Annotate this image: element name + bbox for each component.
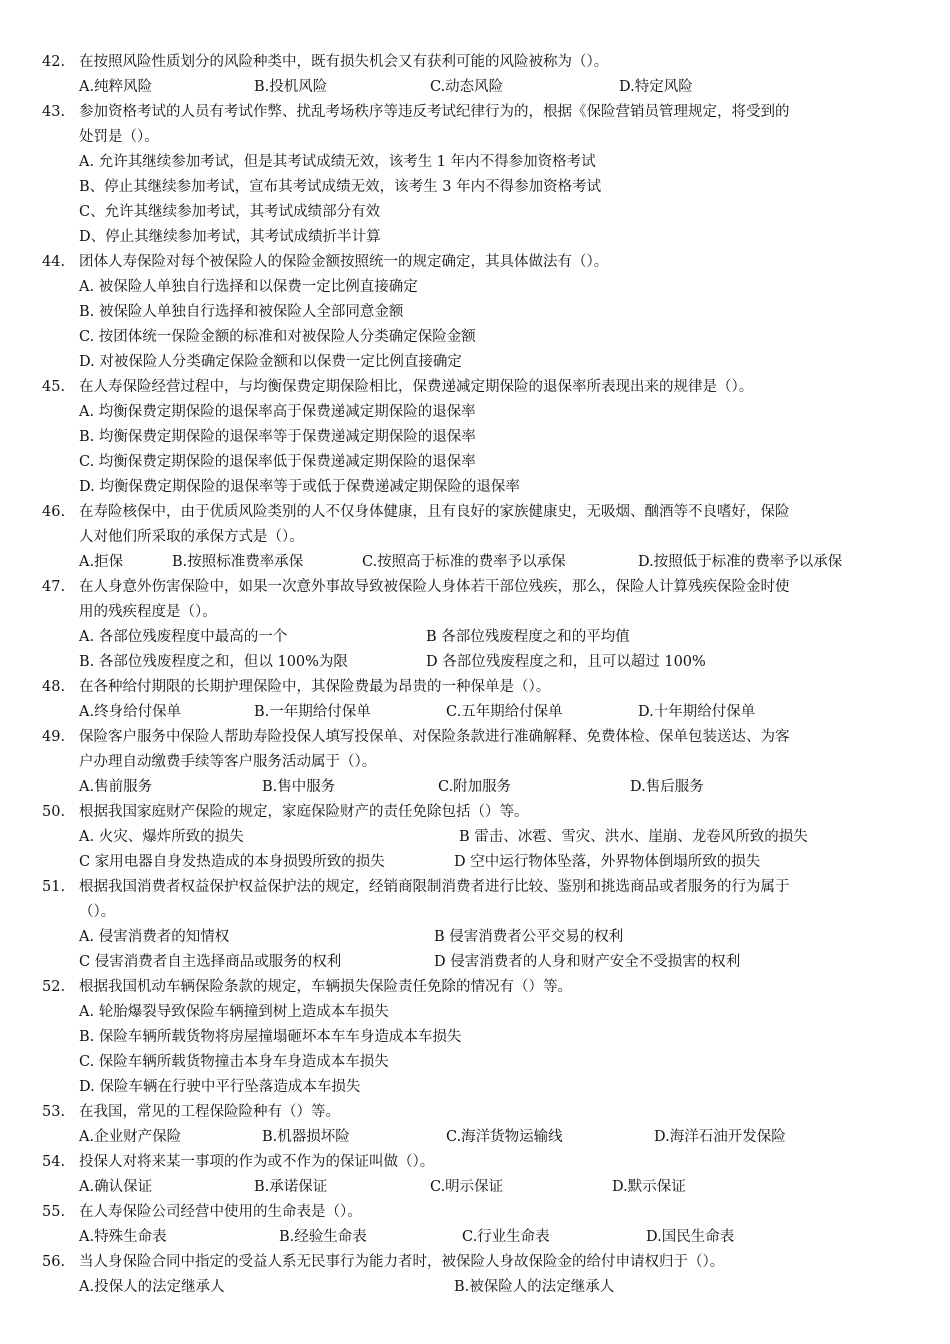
question-52 [0, 975, 950, 1100]
answer-option: A.确认保证 [79, 1179, 153, 1195]
options-row [0, 1050, 950, 1075]
question-stem-line [0, 800, 950, 825]
answer-option: B、停止其继续参加考试，宣布其考试成绩无效，该考生 3 年内不得参加资格考试 [79, 179, 602, 195]
answer-option: B.承诺保证 [254, 1179, 328, 1195]
answer-option: A.纯粹风险 [79, 79, 153, 95]
question-text: 参加资格考试的人员有考试作弊、扰乱考场秩序等违反考试纪律行为的，根据《保险营销员管理规定，将受到的 [79, 104, 790, 120]
question-stem-line [0, 675, 950, 700]
question-stem-line [0, 975, 950, 1000]
options-row [0, 1275, 950, 1300]
question-number: 48. [42, 679, 66, 695]
question-number: 50. [42, 804, 66, 820]
options-row [0, 925, 950, 950]
question-text: 根据我国家庭财产保险的规定，家庭保险财产的责任免除包括（）等。 [79, 804, 529, 820]
answer-option: D.售后服务 [630, 779, 704, 795]
answer-option: D.海洋石油开发保险 [654, 1129, 786, 1145]
answer-option: A.售前服务 [79, 779, 153, 795]
question-text: （）。 [79, 904, 116, 920]
question-text: 当人身保险合同中指定的受益人系无民事行为能力者时，被保险人身故保险金的给付申请权归于（）。 [79, 1254, 725, 1270]
answer-option: A. 均衡保费定期保险的退保率高于保费递减定期保险的退保率 [79, 404, 476, 420]
answer-option: A. 侵害消费者的知情权 [79, 929, 230, 945]
answer-option: C.附加服务 [438, 779, 512, 795]
question-text: 投保人对将来某一事项的作为或不作为的保证叫做（）。 [79, 1154, 435, 1170]
answer-option: D. 均衡保费定期保险的退保率等于或低于保费递减定期保险的退保率 [79, 479, 520, 495]
answer-option: B.被保险人的法定继承人 [454, 1279, 615, 1295]
question-55 [0, 1200, 950, 1250]
answer-option: A.特殊生命表 [79, 1229, 167, 1245]
question-stem-line [0, 100, 950, 125]
question-number: 53. [42, 1104, 66, 1120]
question-number: 47. [42, 579, 66, 595]
answer-option: C. 保险车辆所载货物撞击本身车身造成本车损失 [79, 1054, 389, 1070]
answer-option: B 雷击、冰雹、雪灾、洪水、崖崩、龙卷风所致的损失 [459, 829, 808, 845]
answer-option: D 侵害消费者的人身和财产安全不受损害的权利 [434, 954, 741, 970]
answer-option: D、停止其继续参加考试，其考试成绩折半计算 [79, 229, 381, 245]
options-row [0, 950, 950, 975]
question-text: 在人身意外伤害保险中，如果一次意外事故导致被保险人身体若干部位残疾，那么，保险人计算残疾保险金时使 [79, 579, 790, 595]
question-text: 处罚是（）。 [79, 129, 159, 145]
options-row [0, 450, 950, 475]
answer-option: D 各部位残废程度之和，且可以超过 100% [426, 654, 706, 670]
answer-option: C.海洋货物运输线 [446, 1129, 563, 1145]
answer-option: B. 均衡保费定期保险的退保率等于保费递减定期保险的退保率 [79, 429, 476, 445]
options-row [0, 1225, 950, 1250]
question-56 [0, 1250, 950, 1300]
question-text: 保险客户服务中保险人帮助寿险投保人填写投保单、对保险条款进行准确解释、免费体检、保单包装送达、为客 [79, 729, 790, 745]
answer-option: B.投机风险 [254, 79, 328, 95]
answer-option: A. 允许其继续参加考试，但是其考试成绩无效，该考生 1 年内不得参加资格考试 [79, 154, 596, 170]
options-row [0, 475, 950, 500]
question-45 [0, 375, 950, 500]
question-stem-line [0, 125, 950, 150]
question-text: 人对他们所采取的承保方式是（）。 [79, 529, 304, 545]
question-50 [0, 800, 950, 875]
question-stem-line [0, 525, 950, 550]
options-row [0, 350, 950, 375]
question-number: 45. [42, 379, 66, 395]
answer-option: C. 均衡保费定期保险的退保率低于保费递减定期保险的退保率 [79, 454, 476, 470]
options-row [0, 1075, 950, 1100]
options-row [0, 1175, 950, 1200]
question-54 [0, 1150, 950, 1200]
question-53 [0, 1100, 950, 1150]
answer-option: C 家用电器自身发热造成的本身损毁所致的损失 [79, 854, 385, 870]
answer-option: C.按照高于标准的费率予以承保 [362, 554, 566, 570]
exam-page [0, 50, 950, 1300]
answer-option: A. 火灾、爆炸所致的损失 [79, 829, 244, 845]
options-row [0, 775, 950, 800]
options-row [0, 425, 950, 450]
question-text: 在人寿保险公司经营中使用的生命表是（）。 [79, 1204, 362, 1220]
options-row [0, 1125, 950, 1150]
answer-option: B. 保险车辆所载货物将房屋撞塌砸坏本车车身造成本车损失 [79, 1029, 462, 1045]
answer-option: D 空中运行物体坠落，外界物体倒塌所致的损失 [454, 854, 761, 870]
question-number: 55. [42, 1204, 66, 1220]
question-number: 51. [42, 879, 66, 895]
question-stem-line [0, 725, 950, 750]
answer-option: A.拒保 [79, 554, 124, 570]
question-stem-line [0, 875, 950, 900]
question-text: 根据我国消费者权益保护权益保护法的规定，经销商限制消费者进行比较、鉴别和挑选商品或者服务的行为属于 [79, 879, 790, 895]
question-stem-line [0, 750, 950, 775]
answer-option: D.特定风险 [619, 79, 693, 95]
question-number: 56. [42, 1254, 66, 1270]
answer-option: A. 轮胎爆裂导致保险车辆撞到树上造成本车损失 [79, 1004, 389, 1020]
answer-option: C.五年期给付保单 [446, 704, 563, 720]
question-stem-line [0, 375, 950, 400]
question-51 [0, 875, 950, 975]
answer-option: B.机器损坏险 [262, 1129, 350, 1145]
answer-option: B 各部位残废程度之和的平均值 [426, 629, 630, 645]
options-row [0, 175, 950, 200]
question-stem-line [0, 900, 950, 925]
options-row [0, 625, 950, 650]
answer-option: B 侵害消费者公平交易的权利 [434, 929, 624, 945]
question-text: 在寿险核保中，由于优质风险类别的人不仅身体健康，且有良好的家族健康史，无吸烟、酗酒等不良嗜好，保险 [79, 504, 790, 520]
question-48 [0, 675, 950, 725]
options-row [0, 400, 950, 425]
options-row [0, 325, 950, 350]
options-row [0, 150, 950, 175]
question-stem-line [0, 50, 950, 75]
answer-option: D. 对被保险人分类确定保险金额和以保费一定比例直接确定 [79, 354, 462, 370]
question-text: 在按照风险性质划分的风险种类中，既有损失机会又有获利可能的风险被称为（）。 [79, 54, 609, 70]
answer-option: D.十年期给付保单 [638, 704, 756, 720]
options-row [0, 225, 950, 250]
question-stem-line [0, 600, 950, 625]
options-row [0, 75, 950, 100]
question-text: 根据我国机动车辆保险条款的规定，车辆损失保险责任免除的情况有（）等。 [79, 979, 572, 995]
question-number: 44. [42, 254, 66, 270]
question-number: 49. [42, 729, 66, 745]
question-49 [0, 725, 950, 800]
answer-option: A. 被保险人单独自行选择和以保费一定比例直接确定 [79, 279, 418, 295]
answer-option: D.按照低于标准的费率予以承保 [638, 554, 843, 570]
question-number: 54. [42, 1154, 66, 1170]
answer-option: C.明示保证 [430, 1179, 504, 1195]
question-47 [0, 575, 950, 675]
question-text: 团体人寿保险对每个被保险人的保险金额按照统一的规定确定，其具体做法有（）。 [79, 254, 609, 270]
question-text: 在各种给付期限的长期护理保险中，其保险费最为昂贵的一种保单是（）。 [79, 679, 551, 695]
answer-option: B. 各部位残废程度之和，但以 100%为限 [79, 654, 348, 670]
question-stem-line [0, 500, 950, 525]
answer-option: B.经验生命表 [279, 1229, 367, 1245]
question-44 [0, 250, 950, 375]
answer-option: C 侵害消费者自主选择商品或服务的权利 [79, 954, 342, 970]
answer-option: D.默示保证 [612, 1179, 686, 1195]
question-43 [0, 100, 950, 250]
answer-option: D.国民生命表 [646, 1229, 735, 1245]
options-row [0, 1000, 950, 1025]
answer-option: A. 各部位残废程度中最高的一个 [79, 629, 288, 645]
question-number: 52. [42, 979, 66, 995]
answer-option: C.动态风险 [430, 79, 504, 95]
question-text: 在我国，常见的工程保险险种有（）等。 [79, 1104, 340, 1120]
question-stem-line [0, 1250, 950, 1275]
options-row [0, 650, 950, 675]
question-42 [0, 50, 950, 100]
answer-option: D. 保险车辆在行驶中平行坠落造成本车损失 [79, 1079, 361, 1095]
answer-option: C、允许其继续参加考试，其考试成绩部分有效 [79, 204, 381, 220]
answer-option: B.一年期给付保单 [254, 704, 371, 720]
question-number: 43. [42, 104, 66, 120]
question-stem-line [0, 1100, 950, 1125]
answer-option: A.终身给付保单 [79, 704, 182, 720]
answer-option: B. 被保险人单独自行选择和被保险人全部同意金额 [79, 304, 404, 320]
options-row [0, 200, 950, 225]
question-46 [0, 500, 950, 575]
question-stem-line [0, 1200, 950, 1225]
options-row [0, 1025, 950, 1050]
question-stem-line [0, 250, 950, 275]
options-row [0, 700, 950, 725]
options-row [0, 300, 950, 325]
options-row [0, 850, 950, 875]
question-text: 用的残疾程度是（）。 [79, 604, 217, 620]
answer-option: B.售中服务 [262, 779, 336, 795]
options-row [0, 275, 950, 300]
question-text: 在人寿保险经营过程中，与均衡保费定期保险相比，保费递减定期保险的退保率所表现出来的规律是（）。 [79, 379, 754, 395]
options-row [0, 825, 950, 850]
question-number: 46. [42, 504, 66, 520]
answer-option: C.行业生命表 [462, 1229, 550, 1245]
answer-option: A.企业财产保险 [79, 1129, 182, 1145]
question-number: 42. [42, 54, 66, 70]
options-row [0, 550, 950, 575]
answer-option: C. 按团体统一保险金额的标准和对被保险人分类确定保险金额 [79, 329, 476, 345]
question-stem-line [0, 1150, 950, 1175]
answer-option: B.按照标准费率承保 [172, 554, 304, 570]
question-stem-line [0, 575, 950, 600]
answer-option: A.投保人的法定继承人 [79, 1279, 225, 1295]
question-text: 户办理自动缴费手续等客户服务活动属于（）。 [79, 754, 377, 770]
